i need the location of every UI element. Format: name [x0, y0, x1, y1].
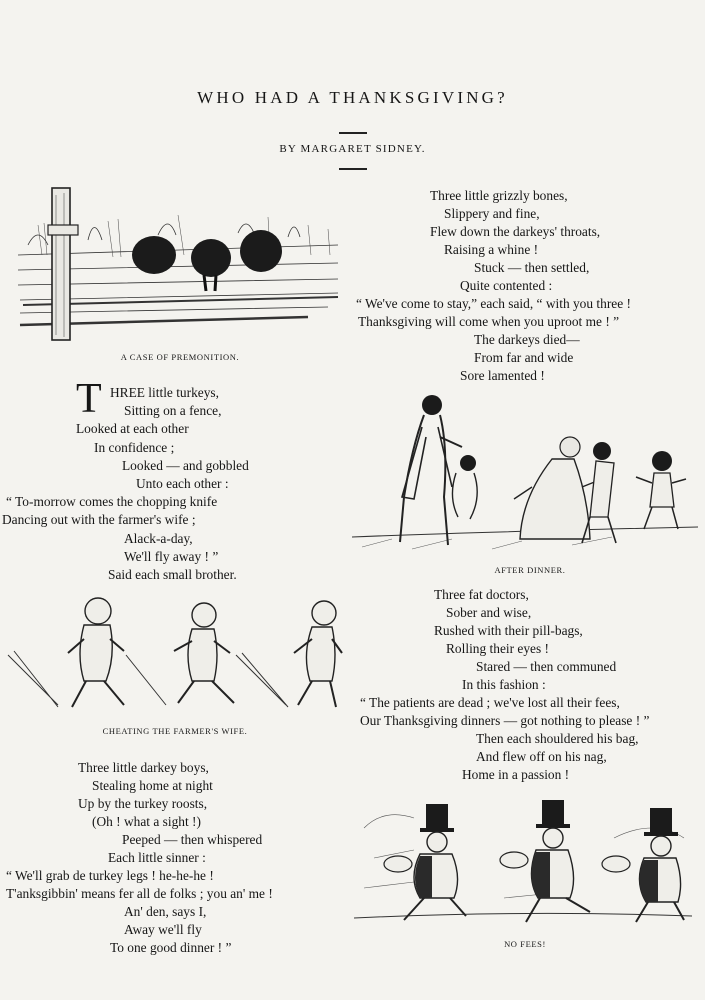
stanza-line: Alack-a-day, [124, 531, 193, 546]
stanza-line: Looked — and gobbled [122, 458, 249, 473]
stanza-line: An' den, says I, [124, 904, 207, 919]
stanza-line: (Oh ! what a sight !) [92, 814, 201, 829]
drop-cap: T [76, 376, 102, 422]
title-rule-lower [339, 168, 367, 170]
turkeys-fence-illustration [8, 185, 342, 345]
stanza-line: Sitting on a fence, [124, 403, 222, 418]
stanza-line: From far and wide [474, 350, 574, 365]
after-dinner-illustration [352, 387, 698, 555]
stanza-line: Stealing home at night [92, 778, 213, 793]
page-title: WHO HAD A THANKSGIVING? [197, 88, 508, 107]
stanza-line: Thanksgiving will come when you uproot me ! ” [358, 314, 620, 329]
stanza-line: Away we'll fly [124, 922, 202, 937]
stanza-line: Stared — then communed [476, 659, 617, 674]
stanza-line: “ We'll grab de turkey legs ! he-he-he ! [6, 868, 214, 883]
stanza-line: Each little sinner : [108, 850, 206, 865]
stanza-line: Our Thanksgiving dinners — got nothing to please ! ” [360, 713, 650, 728]
stanza-line: Rolling their eyes ! [446, 641, 550, 656]
stanza-line: Peeped — then whispered [122, 832, 263, 847]
stanza-line: Three little grizzly bones, [430, 188, 568, 203]
stanza-line: Dancing out with the farmer's wife ; [2, 512, 196, 527]
stanza-line: Looked at each other [76, 421, 189, 436]
stanza-line: Raising a whine ! [444, 242, 539, 257]
stanza-line: HREE little turkeys, [110, 385, 219, 400]
stanza-line: Said each small brother. [108, 567, 237, 582]
stanza-line: Stuck — then settled, [474, 260, 590, 275]
stanza-line: Three little darkey boys, [78, 760, 209, 775]
caption-premonition: A CASE OF PREMONITION. [120, 352, 240, 362]
stanza-line: T'anksgibbin' means fer all de folks ; you an' me ! [6, 886, 273, 901]
caption-cheating: CHEATING THE FARMER'S WIFE. [102, 726, 248, 736]
stanza-line: Sober and wise, [446, 605, 532, 620]
stanza-line: Up by the turkey roosts, [78, 796, 208, 811]
stanza-line: Then each shouldered his bag, [476, 731, 639, 746]
caption-no-fees: NO FEES! [504, 939, 546, 949]
caption-after-dinner: AFTER DINNER. [494, 565, 566, 575]
no-fees-illustration [354, 798, 692, 933]
stanza-line: In this fashion : [462, 677, 546, 692]
stanza-line: Unto each other : [136, 476, 229, 491]
stanza-line: Home in a passion ! [462, 767, 570, 782]
cheating-farmers-wife-illustration [6, 595, 346, 721]
stanza-line: The darkeys died— [474, 332, 580, 347]
stanza-line: In confidence ; [94, 440, 175, 455]
stanza-line: Rushed with their pill-bags, [434, 623, 583, 638]
stanza-line: Three fat doctors, [434, 587, 529, 602]
stanza-line: Sore lamented ! [460, 368, 545, 383]
stanza-line: Flew down the darkeys' throats, [430, 224, 601, 239]
title-rule-upper [339, 132, 367, 134]
stanza-line: “ The patients are dead ; we've lost all their fees, [360, 695, 620, 710]
stanza-line: Quite contented : [460, 278, 553, 293]
byline: BY MARGARET SIDNEY. [279, 143, 426, 155]
stanza-line: Slippery and fine, [444, 206, 540, 221]
stanza-line: And flew off on his nag, [476, 749, 607, 764]
stanza-line: We'll fly away ! ” [124, 549, 219, 564]
stanza-line: To one good dinner ! ” [110, 940, 232, 955]
stanza-line: “ To-morrow comes the chopping knife [6, 494, 218, 509]
stanza-line: “ We've come to stay,” each said, “ with you three ! [356, 296, 631, 311]
